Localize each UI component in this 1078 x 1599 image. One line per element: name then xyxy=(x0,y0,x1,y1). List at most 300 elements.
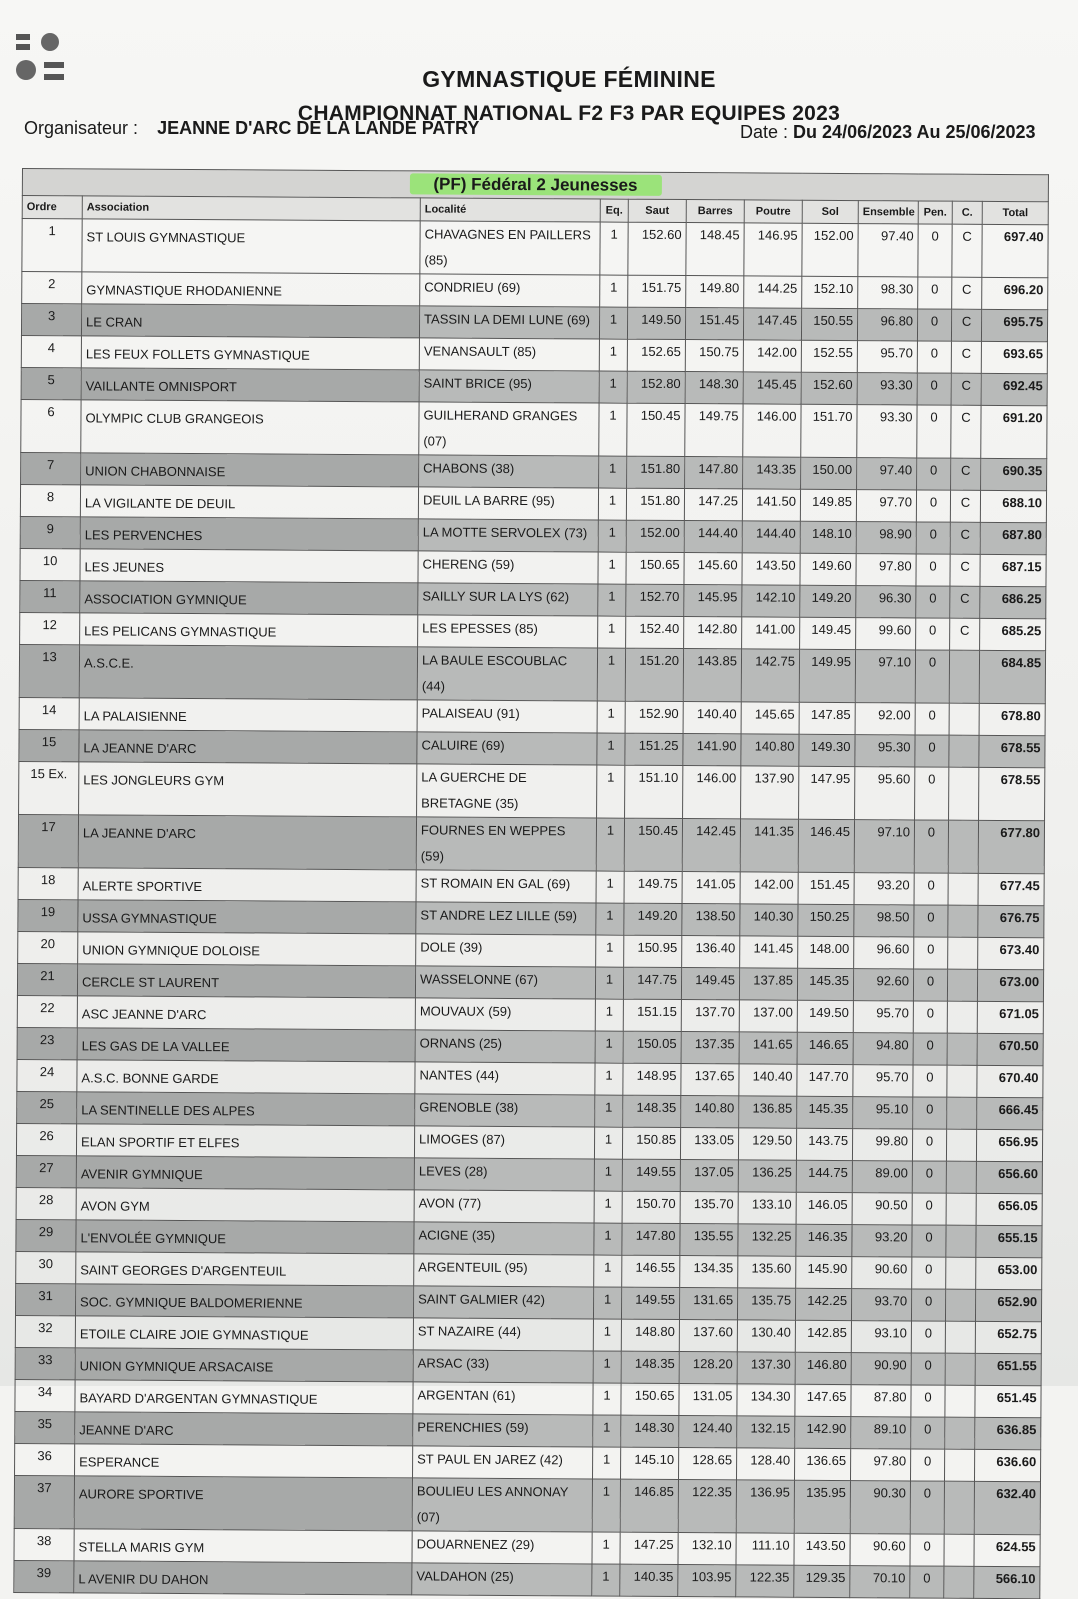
penalty-cell: 0 xyxy=(916,586,950,618)
total-score: 652.75 xyxy=(975,1321,1041,1353)
beam-score: 140.80 xyxy=(741,734,799,766)
floor-score: 142.90 xyxy=(795,1416,851,1448)
vault-score: 146.55 xyxy=(622,1255,680,1287)
floor-score: 152.55 xyxy=(801,340,857,372)
beam-score: 141.00 xyxy=(742,617,800,649)
locality-cell: BOULIEU LES ANNONAY (07) xyxy=(412,1478,592,1532)
bars-score: 145.60 xyxy=(684,553,742,585)
rank-cell: 21 xyxy=(17,963,77,995)
vault-score: 150.65 xyxy=(626,552,684,584)
floor-score: 146.65 xyxy=(797,1032,853,1064)
ensemble-score: 99.60 xyxy=(856,618,916,650)
ensemble-score: 87.80 xyxy=(851,1385,911,1417)
bars-score: 131.05 xyxy=(679,1384,737,1416)
rank-cell: 4 xyxy=(21,335,81,367)
qualified-cell xyxy=(949,703,979,735)
penalty-cell: 0 xyxy=(915,703,949,735)
vault-score: 152.80 xyxy=(627,371,685,403)
ensemble-score: 90.60 xyxy=(850,1534,910,1566)
ensemble-score: 96.80 xyxy=(857,309,917,341)
bars-score: 146.00 xyxy=(683,766,741,819)
qualified-cell xyxy=(949,767,979,820)
floor-score: 144.75 xyxy=(796,1160,852,1192)
locality-cell: LEVES (28) xyxy=(414,1158,594,1191)
total-score: 651.55 xyxy=(975,1353,1041,1385)
ensemble-score: 93.70 xyxy=(851,1289,911,1321)
rank-cell: 3 xyxy=(21,304,81,336)
penalty-cell: 0 xyxy=(914,905,948,937)
floor-score: 148.10 xyxy=(800,521,856,553)
results-table xyxy=(13,168,1049,1599)
ensemble-score: 93.20 xyxy=(854,873,914,905)
association-cell: BAYARD D'ARGENTAN GYMNASTIQUE xyxy=(75,1380,413,1414)
bars-score: 138.50 xyxy=(682,904,740,936)
bars-score: 142.80 xyxy=(684,617,742,649)
qualified-cell xyxy=(947,969,977,1001)
locality-cell: CHERENG (59) xyxy=(418,551,598,584)
association-cell: LES PERVENCHES xyxy=(80,517,418,551)
penalty-cell: 0 xyxy=(915,735,949,767)
penalty-cell: 0 xyxy=(911,1353,945,1385)
floor-score: 149.30 xyxy=(799,734,855,766)
qualified-cell: C xyxy=(952,277,982,309)
total-score: 684.85 xyxy=(979,650,1045,703)
bars-score: 147.25 xyxy=(684,489,742,521)
vault-score: 149.55 xyxy=(622,1159,680,1191)
team-cell: 1 xyxy=(592,1532,620,1564)
beam-score: 146.00 xyxy=(743,404,801,457)
total-score: 677.80 xyxy=(978,820,1044,873)
ensemble-score: 95.70 xyxy=(853,1001,913,1033)
total-score: 685.25 xyxy=(980,618,1046,650)
vault-score: 149.75 xyxy=(624,871,682,903)
total-score: 656.05 xyxy=(976,1193,1042,1225)
ensemble-score: 95.60 xyxy=(855,767,915,820)
locality-cell: DEUIL LA BARRE (95) xyxy=(418,487,598,520)
bars-score: 128.65 xyxy=(679,1448,737,1480)
beam-score: 134.30 xyxy=(737,1384,795,1416)
date-value: Du 24/06/2023 Au 25/06/2023 xyxy=(793,122,1036,142)
team-cell: 1 xyxy=(595,1063,623,1095)
table-row xyxy=(18,814,1044,873)
floor-score: 149.45 xyxy=(800,617,856,649)
locality-cell: PERENCHIES (59) xyxy=(413,1414,593,1447)
qualified-cell xyxy=(945,1417,975,1449)
floor-score: 149.20 xyxy=(800,585,856,617)
penalty-cell: 0 xyxy=(917,309,951,341)
floor-score: 149.85 xyxy=(800,489,856,521)
association-cell: SOC. GYMNIQUE BALDOMERIENNE xyxy=(75,1284,413,1318)
penalty-cell: 0 xyxy=(912,1161,946,1193)
bars-score: 145.95 xyxy=(684,585,742,617)
locality-cell: ST PAUL EN JAREZ (42) xyxy=(413,1446,593,1479)
vault-score: 151.75 xyxy=(628,275,686,307)
total-score: 636.60 xyxy=(974,1449,1040,1481)
bars-score: 135.55 xyxy=(680,1224,738,1256)
floor-score: 129.35 xyxy=(794,1565,850,1597)
beam-score: 137.90 xyxy=(741,766,799,819)
ensemble-score: 89.00 xyxy=(852,1161,912,1193)
beam-score: 132.25 xyxy=(738,1224,796,1256)
association-cell: UNION GYMNIQUE ARSACAISE xyxy=(75,1348,413,1382)
ensemble-score: 97.40 xyxy=(857,458,917,490)
rank-cell: 18 xyxy=(18,867,78,899)
rank-cell: 1 xyxy=(22,219,82,272)
penalty-cell: 0 xyxy=(910,1481,944,1534)
total-score: 651.45 xyxy=(975,1385,1041,1417)
locality-cell: SAILLY SUR LA LYS (62) xyxy=(418,583,598,616)
table-row xyxy=(21,399,1047,458)
association-cell: UNION CHABONNAISE xyxy=(81,453,419,487)
total-score: 656.95 xyxy=(976,1129,1042,1161)
beam-score: 142.00 xyxy=(740,872,798,904)
association-cell: ELAN SPORTIF ET ELFES xyxy=(76,1124,414,1158)
team-cell: 1 xyxy=(599,307,627,339)
vault-score: 152.90 xyxy=(625,701,683,733)
beam-score: 129.50 xyxy=(738,1128,796,1160)
locality-cell: NANTES (44) xyxy=(415,1062,595,1095)
team-cell: 1 xyxy=(597,733,625,765)
beam-score: 140.30 xyxy=(740,904,798,936)
bars-score: 137.05 xyxy=(680,1160,738,1192)
qualified-cell xyxy=(948,873,978,905)
rank-cell: 15 xyxy=(19,729,79,761)
total-score: 696.20 xyxy=(982,277,1048,309)
qualified-cell xyxy=(947,1065,977,1097)
total-score: 670.50 xyxy=(977,1033,1043,1065)
penalty-cell: 0 xyxy=(915,650,949,703)
rank-cell: 11 xyxy=(20,580,80,612)
total-score: 687.80 xyxy=(980,522,1046,554)
total-score: 636.85 xyxy=(975,1417,1041,1449)
table-row xyxy=(22,219,1048,278)
vault-score: 150.70 xyxy=(622,1191,680,1223)
locality-cell: CHABONS (38) xyxy=(419,455,599,488)
vault-score: 150.45 xyxy=(627,403,685,456)
association-cell: USSA GYMNASTIQUE xyxy=(78,900,416,934)
date-line xyxy=(740,122,1036,143)
beam-score: 135.60 xyxy=(738,1256,796,1288)
vault-score: 147.75 xyxy=(623,967,681,999)
date-label: Date : xyxy=(740,122,789,142)
team-cell: 1 xyxy=(596,903,624,935)
col-ordre-header: Ordre xyxy=(22,196,82,219)
beam-score: 130.40 xyxy=(737,1320,795,1352)
locality-cell: ARGENTAN (61) xyxy=(413,1382,593,1415)
team-cell: 1 xyxy=(595,1031,623,1063)
association-cell: LA SENTINELLE DES ALPES xyxy=(77,1092,415,1126)
bars-score: 135.70 xyxy=(680,1192,738,1224)
association-cell: ESPERANCE xyxy=(75,1444,413,1478)
association-cell: AVON GYM xyxy=(76,1188,414,1222)
qualified-cell xyxy=(947,1033,977,1065)
document-title: GYMNASTIQUE FÉMININE xyxy=(422,66,716,92)
floor-score: 135.95 xyxy=(794,1480,850,1533)
ensemble-score: 92.60 xyxy=(853,969,913,1001)
rank-cell: 6 xyxy=(21,399,81,452)
floor-score: 146.05 xyxy=(796,1192,852,1224)
ensemble-score: 97.40 xyxy=(858,224,918,277)
locality-cell: ARSAC (33) xyxy=(413,1350,593,1383)
locality-cell: MOUVAUX (59) xyxy=(415,998,595,1031)
qualified-cell: C xyxy=(951,373,981,405)
bars-score: 131.65 xyxy=(679,1288,737,1320)
organizer-label: Organisateur : xyxy=(24,118,139,138)
locality-cell: AVON (77) xyxy=(414,1190,594,1223)
penalty-cell: 0 xyxy=(910,1449,944,1481)
rank-cell: 27 xyxy=(16,1155,76,1187)
ensemble-score: 97.80 xyxy=(856,554,916,586)
rank-cell: 26 xyxy=(16,1123,76,1155)
locality-cell: VALDAHON (25) xyxy=(412,1563,592,1596)
rank-cell: 31 xyxy=(15,1283,75,1315)
beam-score: 141.35 xyxy=(740,819,798,872)
total-score: 691.20 xyxy=(981,405,1047,458)
vault-score: 152.60 xyxy=(628,222,686,275)
locality-cell: ST ANDRE LEZ LILLE (59) xyxy=(416,902,596,935)
locality-cell: LA MOTTE SERVOLEX (73) xyxy=(418,519,598,552)
beam-score: 111.10 xyxy=(736,1533,794,1565)
floor-score: 152.00 xyxy=(802,223,858,276)
total-score: 652.90 xyxy=(975,1289,1041,1321)
ensemble-score: 98.30 xyxy=(858,277,918,309)
beam-score: 144.40 xyxy=(742,521,800,553)
qualified-cell: C xyxy=(950,554,980,586)
bars-score: 124.40 xyxy=(679,1416,737,1448)
qualified-cell: C xyxy=(950,586,980,618)
team-cell: 1 xyxy=(600,275,628,307)
floor-score: 145.90 xyxy=(796,1256,852,1288)
total-score: 655.15 xyxy=(976,1225,1042,1257)
bars-score: 149.45 xyxy=(681,968,739,1000)
floor-score: 151.70 xyxy=(801,404,857,457)
bars-score: 150.75 xyxy=(685,340,743,372)
association-cell: LA PALAISIENNE xyxy=(79,698,417,732)
locality-cell: ST ROMAIN EN GAL (69) xyxy=(416,870,596,903)
organizer-name: JEANNE D'ARC DE LA LANDE PATRY xyxy=(157,118,480,138)
vault-score: 152.65 xyxy=(627,339,685,371)
association-cell: AVENIR GYMNIQUE xyxy=(76,1156,414,1190)
beam-score: 141.50 xyxy=(742,489,800,521)
penalty-cell: 0 xyxy=(911,1417,945,1449)
total-score: 656.60 xyxy=(976,1161,1042,1193)
association-cell: AURORE SPORTIVE xyxy=(74,1476,412,1531)
ensemble-score: 90.90 xyxy=(851,1353,911,1385)
ensemble-score: 93.30 xyxy=(857,373,917,405)
qualified-cell: C xyxy=(951,405,981,458)
rank-cell: 12 xyxy=(20,612,80,644)
ensemble-score: 90.50 xyxy=(852,1193,912,1225)
penalty-cell: 0 xyxy=(916,554,950,586)
beam-score: 137.85 xyxy=(739,968,797,1000)
vault-score: 150.95 xyxy=(624,935,682,967)
team-cell: 1 xyxy=(597,701,625,733)
locality-cell: GUILHERAND GRANGES (07) xyxy=(419,402,599,456)
team-cell: 1 xyxy=(597,765,625,818)
vault-score: 150.45 xyxy=(624,818,682,871)
floor-score: 142.85 xyxy=(795,1320,851,1352)
team-cell: 1 xyxy=(593,1415,621,1447)
rank-cell: 28 xyxy=(16,1187,76,1219)
ensemble-score: 97.10 xyxy=(855,650,915,703)
floor-score: 152.60 xyxy=(801,372,857,404)
association-cell: LA VIGILANTE DE DEUIL xyxy=(80,485,418,519)
beam-score: 141.65 xyxy=(739,1032,797,1064)
total-score: 624.55 xyxy=(974,1534,1040,1566)
locality-cell: FOURNES EN WEPPES (59) xyxy=(416,817,596,871)
association-cell: ETOILE CLAIRE JOIE GYMNASTIQUE xyxy=(75,1316,413,1350)
team-cell: 1 xyxy=(594,1191,622,1223)
team-cell: 1 xyxy=(593,1383,621,1415)
rank-cell: 19 xyxy=(18,899,78,931)
bars-score: 142.45 xyxy=(682,819,740,872)
penalty-cell: 0 xyxy=(913,1065,947,1097)
locality-cell: CALUIRE (69) xyxy=(417,732,597,765)
rank-cell: 34 xyxy=(15,1379,75,1411)
bars-score: 140.80 xyxy=(681,1096,739,1128)
penalty-cell: 0 xyxy=(914,937,948,969)
locality-cell: TASSIN LA DEMI LUNE (69) xyxy=(419,306,599,339)
rank-cell: 9 xyxy=(20,516,80,548)
ensemble-score: 93.20 xyxy=(852,1225,912,1257)
locality-cell: LIMOGES (87) xyxy=(414,1126,594,1159)
ensemble-score: 99.80 xyxy=(852,1129,912,1161)
rank-cell: 36 xyxy=(15,1443,75,1475)
penalty-cell: 0 xyxy=(916,490,950,522)
col-total-header: Total xyxy=(982,201,1048,224)
team-cell: 1 xyxy=(594,1223,622,1255)
rank-cell: 35 xyxy=(15,1411,75,1443)
qualified-cell xyxy=(944,1566,974,1598)
total-score: 673.40 xyxy=(978,937,1044,969)
team-cell: 1 xyxy=(598,616,626,648)
bars-score: 148.45 xyxy=(686,223,744,276)
locality-cell: VENANSAULT (85) xyxy=(419,338,599,371)
col-ensemble-header: Ensemble xyxy=(858,201,918,224)
beam-score: 143.35 xyxy=(743,457,801,489)
bars-score: 128.20 xyxy=(679,1352,737,1384)
penalty-cell: 0 xyxy=(914,873,948,905)
floor-score: 143.75 xyxy=(796,1128,852,1160)
bars-score: 132.10 xyxy=(678,1533,736,1565)
association-cell: OLYMPIC CLUB GRANGEOIS xyxy=(81,400,419,455)
col-eq-header: Eq. xyxy=(600,199,628,222)
beam-score: 145.65 xyxy=(741,702,799,734)
floor-score: 150.55 xyxy=(801,308,857,340)
bars-score: 141.05 xyxy=(682,872,740,904)
team-cell: 1 xyxy=(592,1479,620,1532)
ensemble-score: 90.30 xyxy=(850,1481,910,1534)
penalty-cell: 0 xyxy=(914,820,948,873)
ensemble-score: 95.30 xyxy=(855,735,915,767)
col-poutre-header: Poutre xyxy=(744,200,802,223)
qualified-cell xyxy=(944,1534,974,1566)
locality-cell: ORNANS (25) xyxy=(415,1030,595,1063)
beam-score: 136.85 xyxy=(739,1096,797,1128)
rank-cell: 13 xyxy=(19,644,79,697)
qualified-cell xyxy=(946,1193,976,1225)
penalty-cell: 0 xyxy=(910,1566,944,1598)
vault-score: 152.70 xyxy=(626,584,684,616)
locality-cell: SAINT BRICE (95) xyxy=(419,370,599,403)
ensemble-score: 98.90 xyxy=(856,522,916,554)
team-cell: 1 xyxy=(597,648,625,701)
qualified-cell: C xyxy=(950,618,980,650)
ensemble-score: 95.70 xyxy=(857,341,917,373)
penalty-cell: 0 xyxy=(911,1289,945,1321)
team-cell: 1 xyxy=(598,552,626,584)
team-cell: 1 xyxy=(599,456,627,488)
team-cell: 1 xyxy=(598,488,626,520)
team-cell: 1 xyxy=(598,584,626,616)
qualified-cell xyxy=(947,1001,977,1033)
rank-cell: 10 xyxy=(20,548,80,580)
penalty-cell: 0 xyxy=(916,522,950,554)
penalty-cell: 0 xyxy=(913,969,947,1001)
vault-score: 148.35 xyxy=(623,1095,681,1127)
team-cell: 1 xyxy=(594,1159,622,1191)
association-cell: LES PELICANS GYMNASTIQUE xyxy=(80,613,418,647)
qualified-cell xyxy=(944,1481,974,1534)
locality-cell: PALAISEAU (91) xyxy=(417,700,597,733)
organizer-line xyxy=(24,118,479,139)
association-cell: ALERTE SPORTIVE xyxy=(78,868,416,902)
qualified-cell xyxy=(947,1097,977,1129)
total-score: 688.10 xyxy=(980,490,1046,522)
ensemble-score: 97.70 xyxy=(856,490,916,522)
ensemble-score: 93.10 xyxy=(851,1321,911,1353)
table-row xyxy=(14,1560,1040,1598)
qualified-cell: C xyxy=(952,224,982,277)
vault-score: 147.25 xyxy=(620,1532,678,1564)
floor-score: 147.95 xyxy=(799,766,855,819)
ensemble-score: 96.60 xyxy=(854,937,914,969)
penalty-cell: 0 xyxy=(912,1193,946,1225)
locality-cell: SAINT GALMIER (42) xyxy=(413,1286,593,1319)
total-score: 695.75 xyxy=(981,309,1047,341)
bars-score: 137.60 xyxy=(679,1320,737,1352)
beam-score: 137.30 xyxy=(737,1352,795,1384)
team-cell: 1 xyxy=(600,222,628,275)
bars-score: 144.40 xyxy=(684,521,742,553)
team-cell: 1 xyxy=(593,1447,621,1479)
floor-score: 148.00 xyxy=(798,936,854,968)
rank-cell: 30 xyxy=(16,1251,76,1283)
bars-score: 151.45 xyxy=(685,308,743,340)
locality-cell: LES EPESSES (85) xyxy=(418,615,598,648)
floor-score: 147.65 xyxy=(795,1384,851,1416)
qualified-cell xyxy=(944,1449,974,1481)
locality-cell: ARGENTEUIL (95) xyxy=(414,1254,594,1287)
vault-score: 151.20 xyxy=(625,648,683,701)
total-score: 678.55 xyxy=(979,767,1045,820)
locality-cell: LA BAULE ESCOUBLAC (44) xyxy=(417,647,597,701)
penalty-cell: 0 xyxy=(911,1321,945,1353)
rank-cell: 7 xyxy=(21,452,81,484)
vault-score: 151.80 xyxy=(626,488,684,520)
ensemble-score: 70.10 xyxy=(850,1566,910,1598)
total-score: 673.00 xyxy=(977,969,1043,1001)
qualified-cell xyxy=(948,905,978,937)
team-cell: 1 xyxy=(595,967,623,999)
bars-score: 137.65 xyxy=(681,1064,739,1096)
bars-score: 143.85 xyxy=(683,649,741,702)
association-cell: ST LOUIS GYMNASTIQUE xyxy=(82,219,420,274)
team-cell: 1 xyxy=(592,1564,620,1596)
col-sol-header: Sol xyxy=(802,200,858,223)
association-cell: SAINT GEORGES D'ARGENTEUIL xyxy=(76,1252,414,1286)
penalty-cell: 0 xyxy=(911,1385,945,1417)
